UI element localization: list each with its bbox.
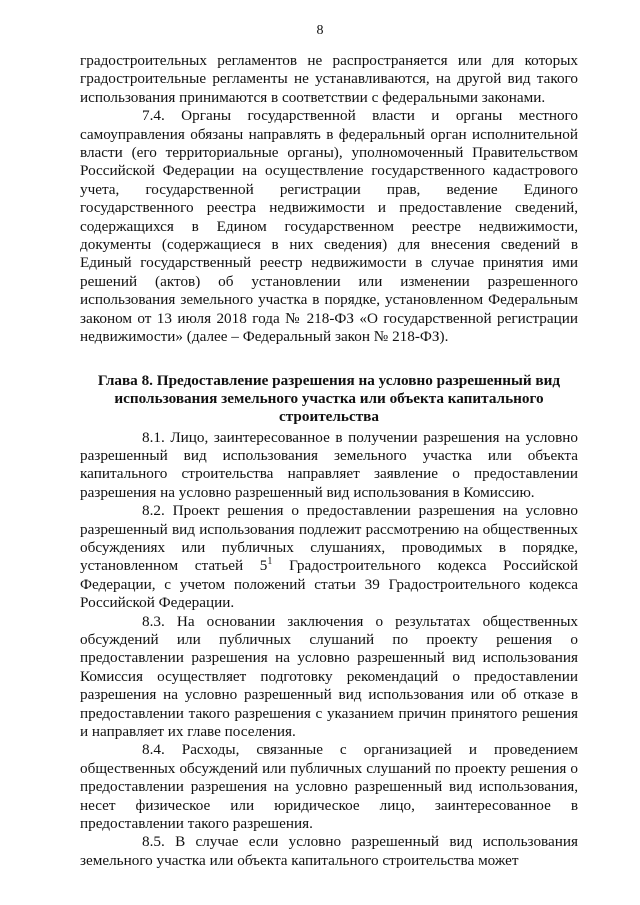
paragraph-8-1: 8.1. Лицо, заинтересованное в получении разрешения на условно разрешенный вид использования земельного участка или объекта капитального строительства направляет заявление о предоставлении разрешения на условно разрешенный вид использования в Комиссию. xyxy=(80,428,578,501)
paragraph-continuation: градостроительных регламентов не распространяется или для которых градостроительные регламенты не устанавливаются, на другой вид такого использования принимаются в соответствии с федеральными законами. xyxy=(80,52,578,106)
article-superscript: 1 xyxy=(267,556,273,568)
paragraph-8-4: 8.4. Расходы, связанные с организацией и проведением общественных обсуждений или публичных слушаний по проекту решения о предоставлении разрешения на условно разрешенный вид использования, несет физическое или юридическое лицо, заинтересованное в предоставлении такого разрешения. xyxy=(80,741,578,833)
paragraph-7-4: 7.4. Органы государственной власти и органы местного самоуправления обязаны направлять в федеральный орган исполнительной власти (его территориальные органы), уполномоченный Правительством Российской Федерации на осуществление государственного кадастрового учета, государственной регистрации прав, ведение Единого государственного реестра недвижимости и предоставление сведений, содержащихся в Едином государственном реестре недвижимости, документы (содержащиеся в них сведения) для внесения сведений в Единый государственный реестр недвижимости в случае принятия ими решений (актов) об установлении или изменении разрешенного использования земельного участка в порядке, установленном Федеральным законом от 13 июля 2018 года № 218-ФЗ «О государственной регистрации недвижимости» (далее – Федеральный закон № 218-ФЗ). xyxy=(80,107,578,346)
paragraph-8-2-text: 8.2. Проект решения о предоставлении разрешения на условно разрешенный вид использования подлежит рассмотрению на общественных обсуждениях или публичных слушаниях, проводимых в порядке, установленном статьей 5 xyxy=(80,502,578,575)
page-number: 8 xyxy=(316,23,324,38)
paragraph-8-2-text-end: Градостроительного кодекса Российской Федерации, с учетом положений статьи 39 Градостроительного кодекса Российской Федерации. xyxy=(80,557,578,612)
paragraph-8-3: 8.3. На основании заключения о результатах общественных обсуждений или публичных слушаний по проекту решения о предоставлении разрешения на условно разрешенный вид использования Комиссия осуществляет подготовку рекомендаций о предоставлении разрешения на условно разрешенный вид использования или об отказе в предоставлении такого разрешения с указанием причин принятого решения и направляет их главе поселения. xyxy=(80,612,578,740)
paragraph-8-2 xyxy=(80,502,578,612)
chapter-heading: Глава 8. Предоставление разрешения на условно разрешенный вид использования земельного участка или объекта капитального строительства xyxy=(97,371,561,425)
page-content xyxy=(80,52,578,870)
paragraph-8-5: 8.5. В случае если условно разрешенный вид использования земельного участка или объекта капитального строительства может xyxy=(80,833,578,869)
